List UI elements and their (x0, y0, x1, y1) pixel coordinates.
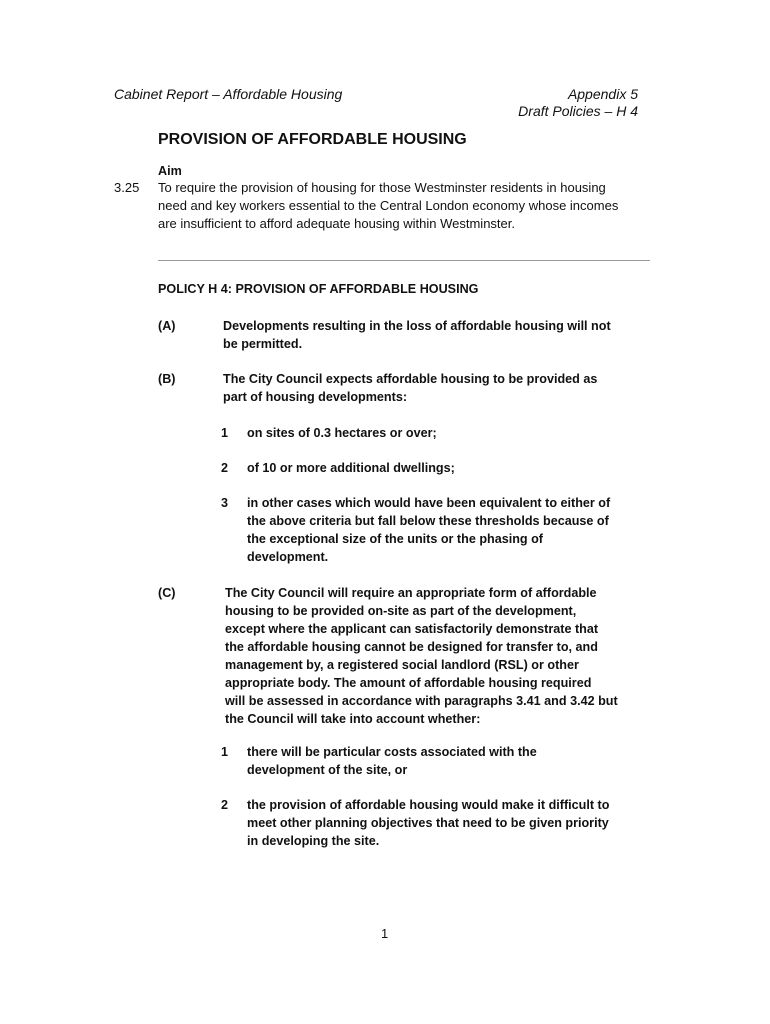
list-item-text: there will be particular costs associated with the (247, 745, 537, 759)
aim-line: To require the provision of housing for those Westminster residents in housing (158, 180, 606, 195)
draft-policies-label: Draft Policies – H 4 (518, 103, 638, 119)
clause-c-line: the Council will take into account whether: (225, 712, 481, 726)
clause-c-line: except where the applicant can satisfactorily demonstrate that (225, 622, 599, 636)
clause-label-a: (A) (158, 319, 176, 333)
clause-c-line: will be assessed in accordance with paragraphs 3.41 and 3.42 but (225, 694, 618, 708)
page-number: 1 (381, 926, 389, 941)
list-number: 1 (221, 745, 229, 759)
clause-c-line: the affordable housing cannot be designed for transfer to, and (225, 640, 598, 654)
list-item-text: on sites of 0.3 hectares or over; (247, 426, 437, 440)
list-item-text: in developing the site. (247, 834, 380, 848)
policy-heading: POLICY H 4: PROVISION OF AFFORDABLE HOUSING (158, 282, 479, 296)
report-title: Cabinet Report – Affordable Housing (114, 86, 343, 102)
clause-b-line: part of housing developments: (223, 390, 408, 404)
clause-c-line: appropriate body. The amount of affordable housing required (225, 676, 592, 690)
appendix-label: Appendix 5 (567, 86, 638, 102)
list-number: 2 (221, 798, 229, 812)
page-title: PROVISION OF AFFORDABLE HOUSING (158, 131, 467, 148)
list-item-text: the exceptional size of the units or the phasing of (247, 532, 543, 546)
clause-c-line: management by, a registered social landlord (RSL) or other (225, 658, 579, 672)
list-item-text: in other cases which would have been equivalent to either of (247, 496, 611, 510)
list-item-text: the provision of affordable housing would make it difficult to (247, 798, 610, 812)
clause-b-line: The City Council expects affordable housing to be provided as (223, 372, 598, 386)
clause-label-c: (C) (158, 586, 176, 600)
clause-label-b: (B) (158, 372, 176, 386)
list-number: 1 (221, 426, 229, 440)
section-divider (158, 260, 650, 261)
list-item-text: development. (247, 550, 329, 564)
aim-line: need and key workers essential to the Central London economy whose incomes (158, 198, 619, 213)
list-number: 3 (221, 496, 229, 510)
clause-a-line: be permitted. (223, 337, 303, 351)
list-item-text: development of the site, or (247, 763, 408, 777)
clause-c-line: housing to be provided on-site as part of the development, (225, 604, 577, 618)
paragraph-number: 3.25 (114, 180, 140, 195)
aim-line: are insufficient to afford adequate housing within Westminster. (158, 216, 515, 231)
clause-c-line: The City Council will require an appropriate form of affordable (225, 586, 597, 600)
list-item-text: meet other planning objectives that need to be given priority (247, 816, 609, 830)
list-item-text: of 10 or more additional dwellings; (247, 461, 455, 475)
list-number: 2 (221, 461, 229, 475)
list-item-text: the above criteria but fall below these thresholds because of (247, 514, 609, 528)
clause-a-line: Developments resulting in the loss of affordable housing will not (223, 319, 611, 333)
aim-heading: Aim (158, 164, 182, 178)
